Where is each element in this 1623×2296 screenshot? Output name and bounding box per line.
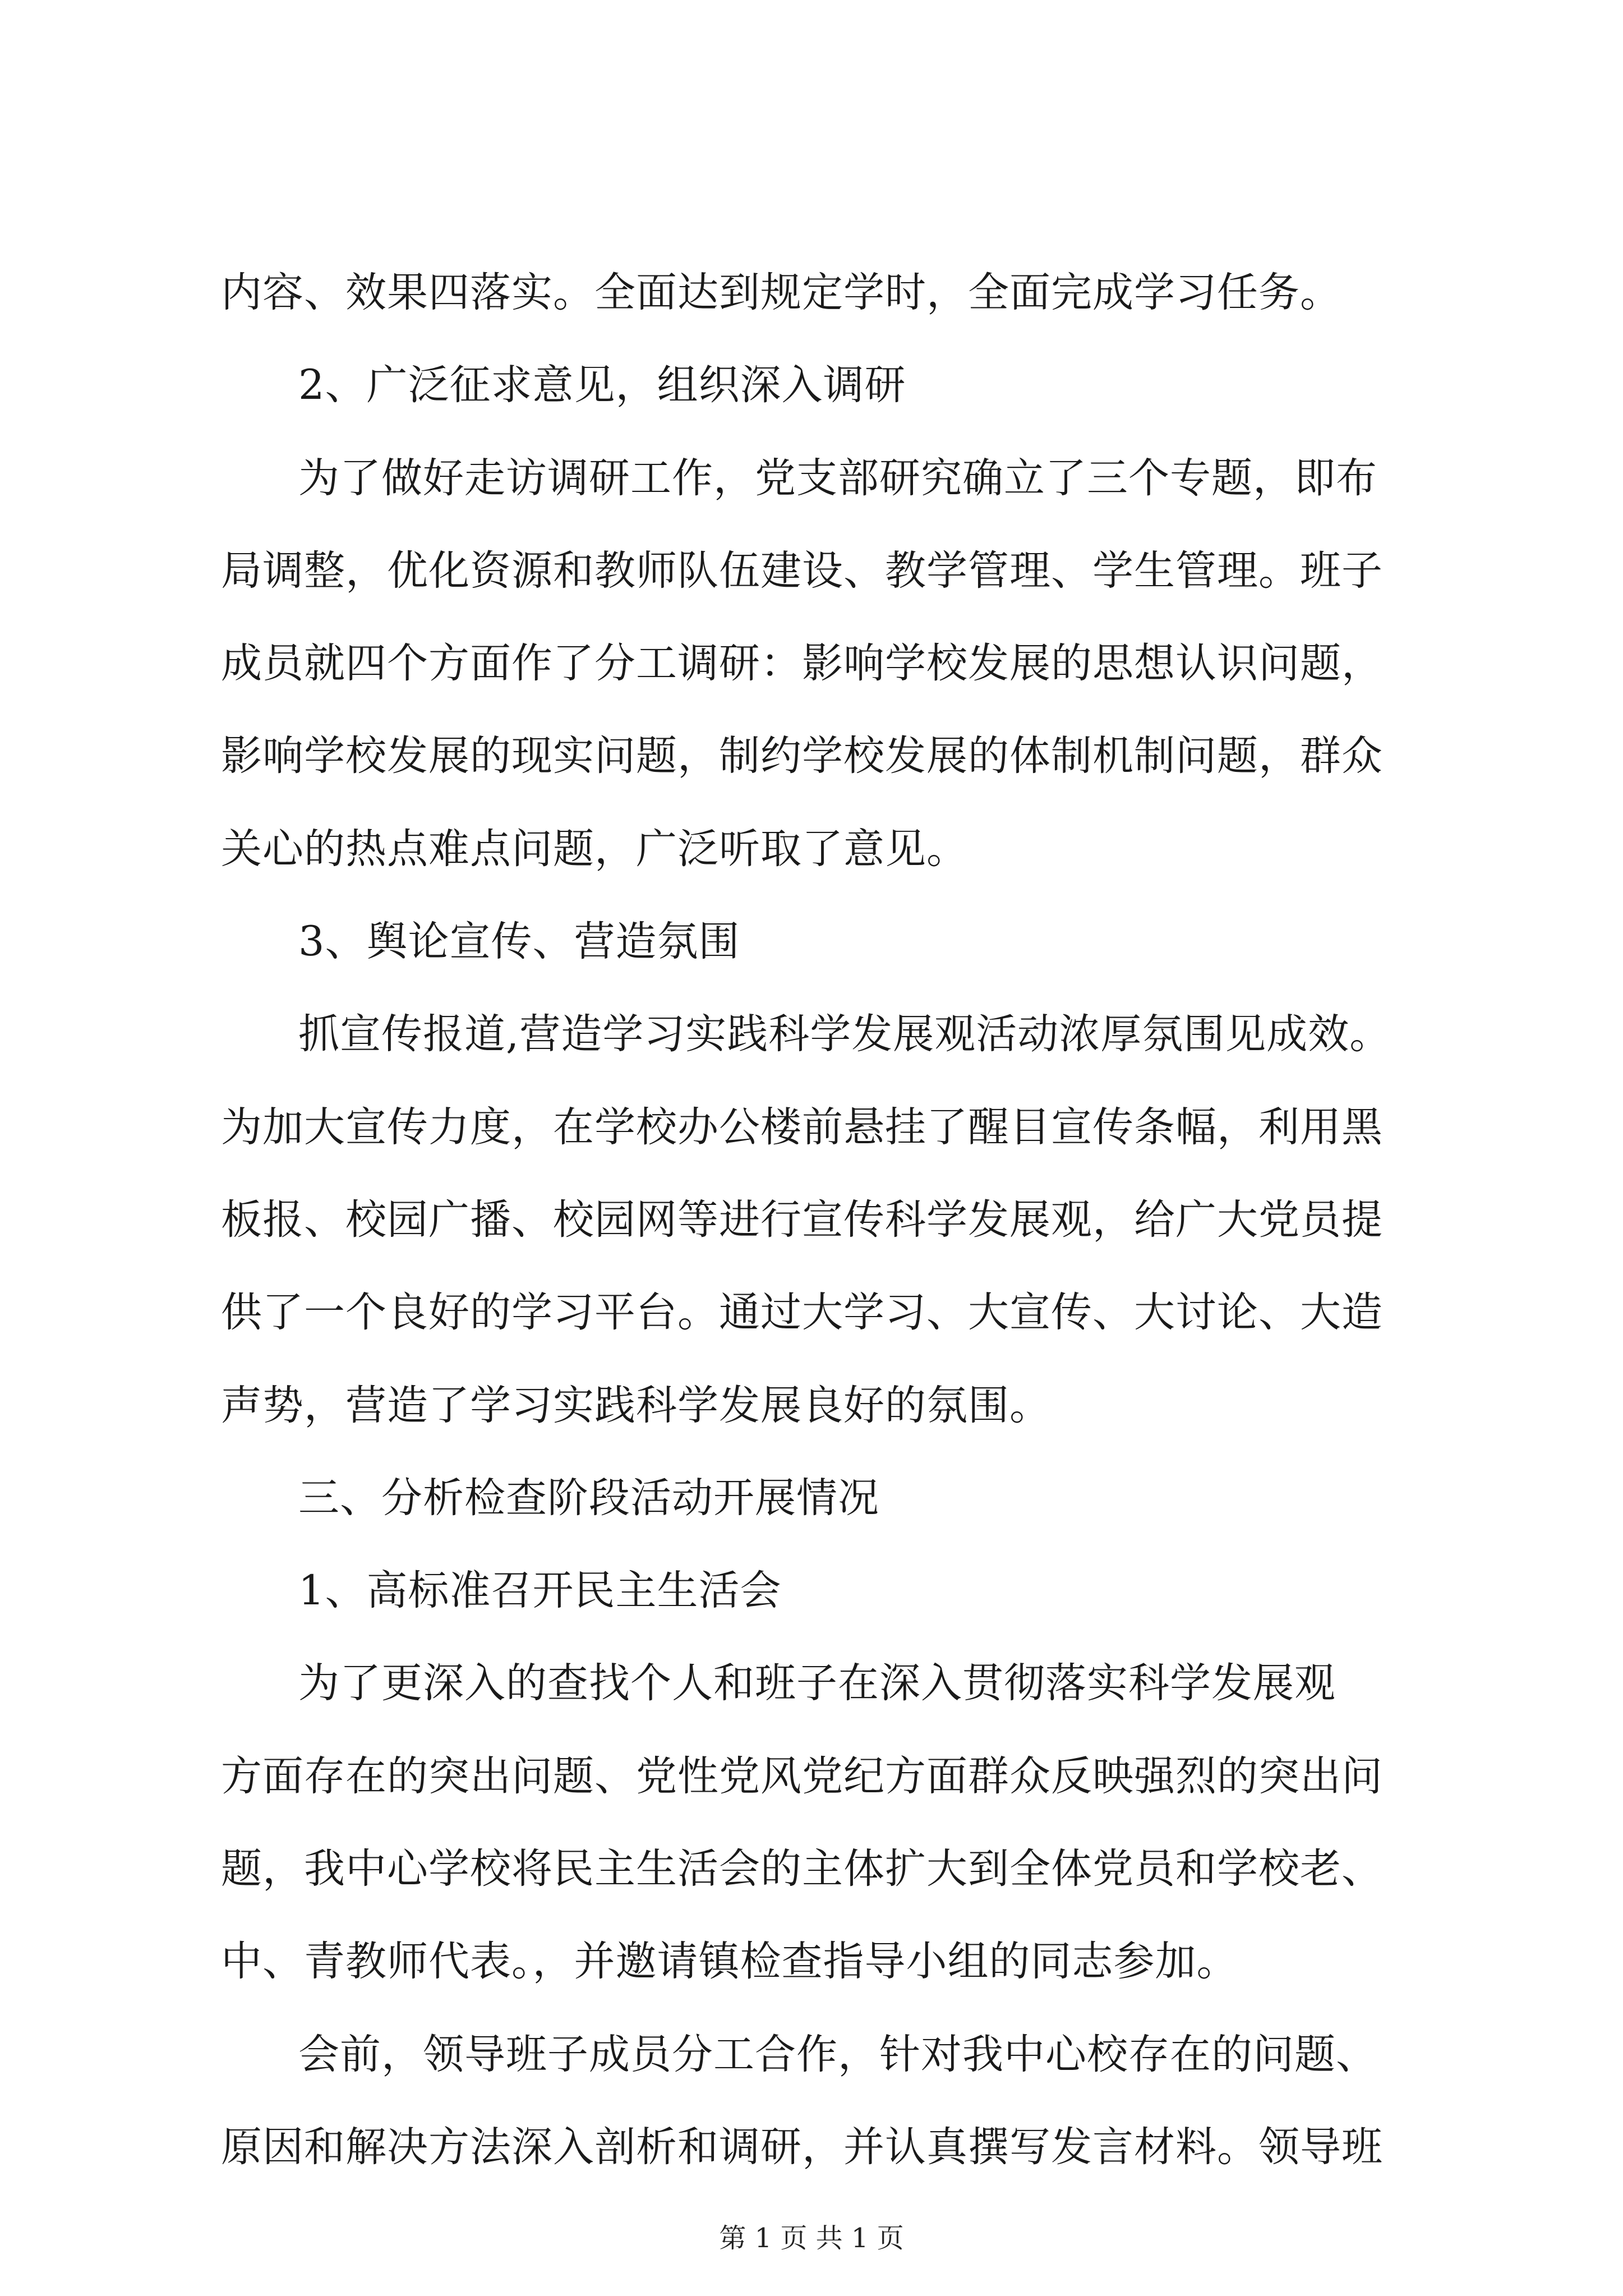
text-line: 板报、校园广播、校园网等进行宣传科学发展观，给广大党员提 xyxy=(221,1196,1383,1244)
text-line: 声势，营造了学习实践科学发展良好的氛围。 xyxy=(221,1382,1051,1429)
text-line: 原因和解决方法深入剖析和调研，并认真撰写发言材料。领导班 xyxy=(221,2123,1383,2171)
text-line: 为了更深入的查找个人和班子在深入贯彻落实科学发展观 xyxy=(298,1659,1336,1707)
text-line: 内容、效果四落实。全面达到规定学时，全面完成学习任务。 xyxy=(221,269,1341,316)
text-line: 影响学校发展的现实问题，制约学校发展的体制机制问题，群众 xyxy=(221,732,1383,780)
text-line: 为了做好走访调研工作，党支部研究确立了三个专题，即布 xyxy=(298,454,1377,502)
section-heading: 3、舆论宣传、营造氛围 xyxy=(298,918,740,965)
text-line: 供了一个良好的学习平台。通过大学习、大宣传、大讨论、大造 xyxy=(221,1289,1383,1336)
text-line: 中、青教师代表。，并邀请镇检查指导小组的同志参加。 xyxy=(221,1938,1238,1985)
text-line: 题，我中心学校将民主生活会的主体扩大到全体党员和学校老、 xyxy=(221,1845,1383,1893)
section-heading: 2、广泛征求意见，组织深入调研 xyxy=(298,361,906,409)
text-line: 关心的热点难点问题，广泛听取了意见。 xyxy=(221,825,968,873)
page-footer: 第 1 页 共 1 页 xyxy=(719,2223,904,2254)
section-heading: 1、高标准召开民主生活会 xyxy=(298,1567,782,1614)
text-line: 抓宣传报道,营造学习实践科学发展观活动浓厚氛围见成效。 xyxy=(298,1010,1391,1058)
text-line: 为加大宣传力度，在学校办公楼前悬挂了醒目宣传条幅，利用黑 xyxy=(221,1103,1383,1151)
text-line: 会前，领导班子成员分工合作，针对我中心校存在的问题、 xyxy=(298,2031,1377,2078)
text-line: 方面存在的突出问题、党性党风党纪方面群众反映强烈的突出问 xyxy=(221,1752,1383,1800)
text-line: 成员就四个方面作了分工调研：影响学校发展的思想认识问题， xyxy=(221,639,1383,687)
section-heading: 三、分析检查阶段活动开展情况 xyxy=(298,1474,879,1522)
text-line: 局调整，优化资源和教师队伍建设、教学管理、学生管理。班子 xyxy=(221,547,1383,595)
